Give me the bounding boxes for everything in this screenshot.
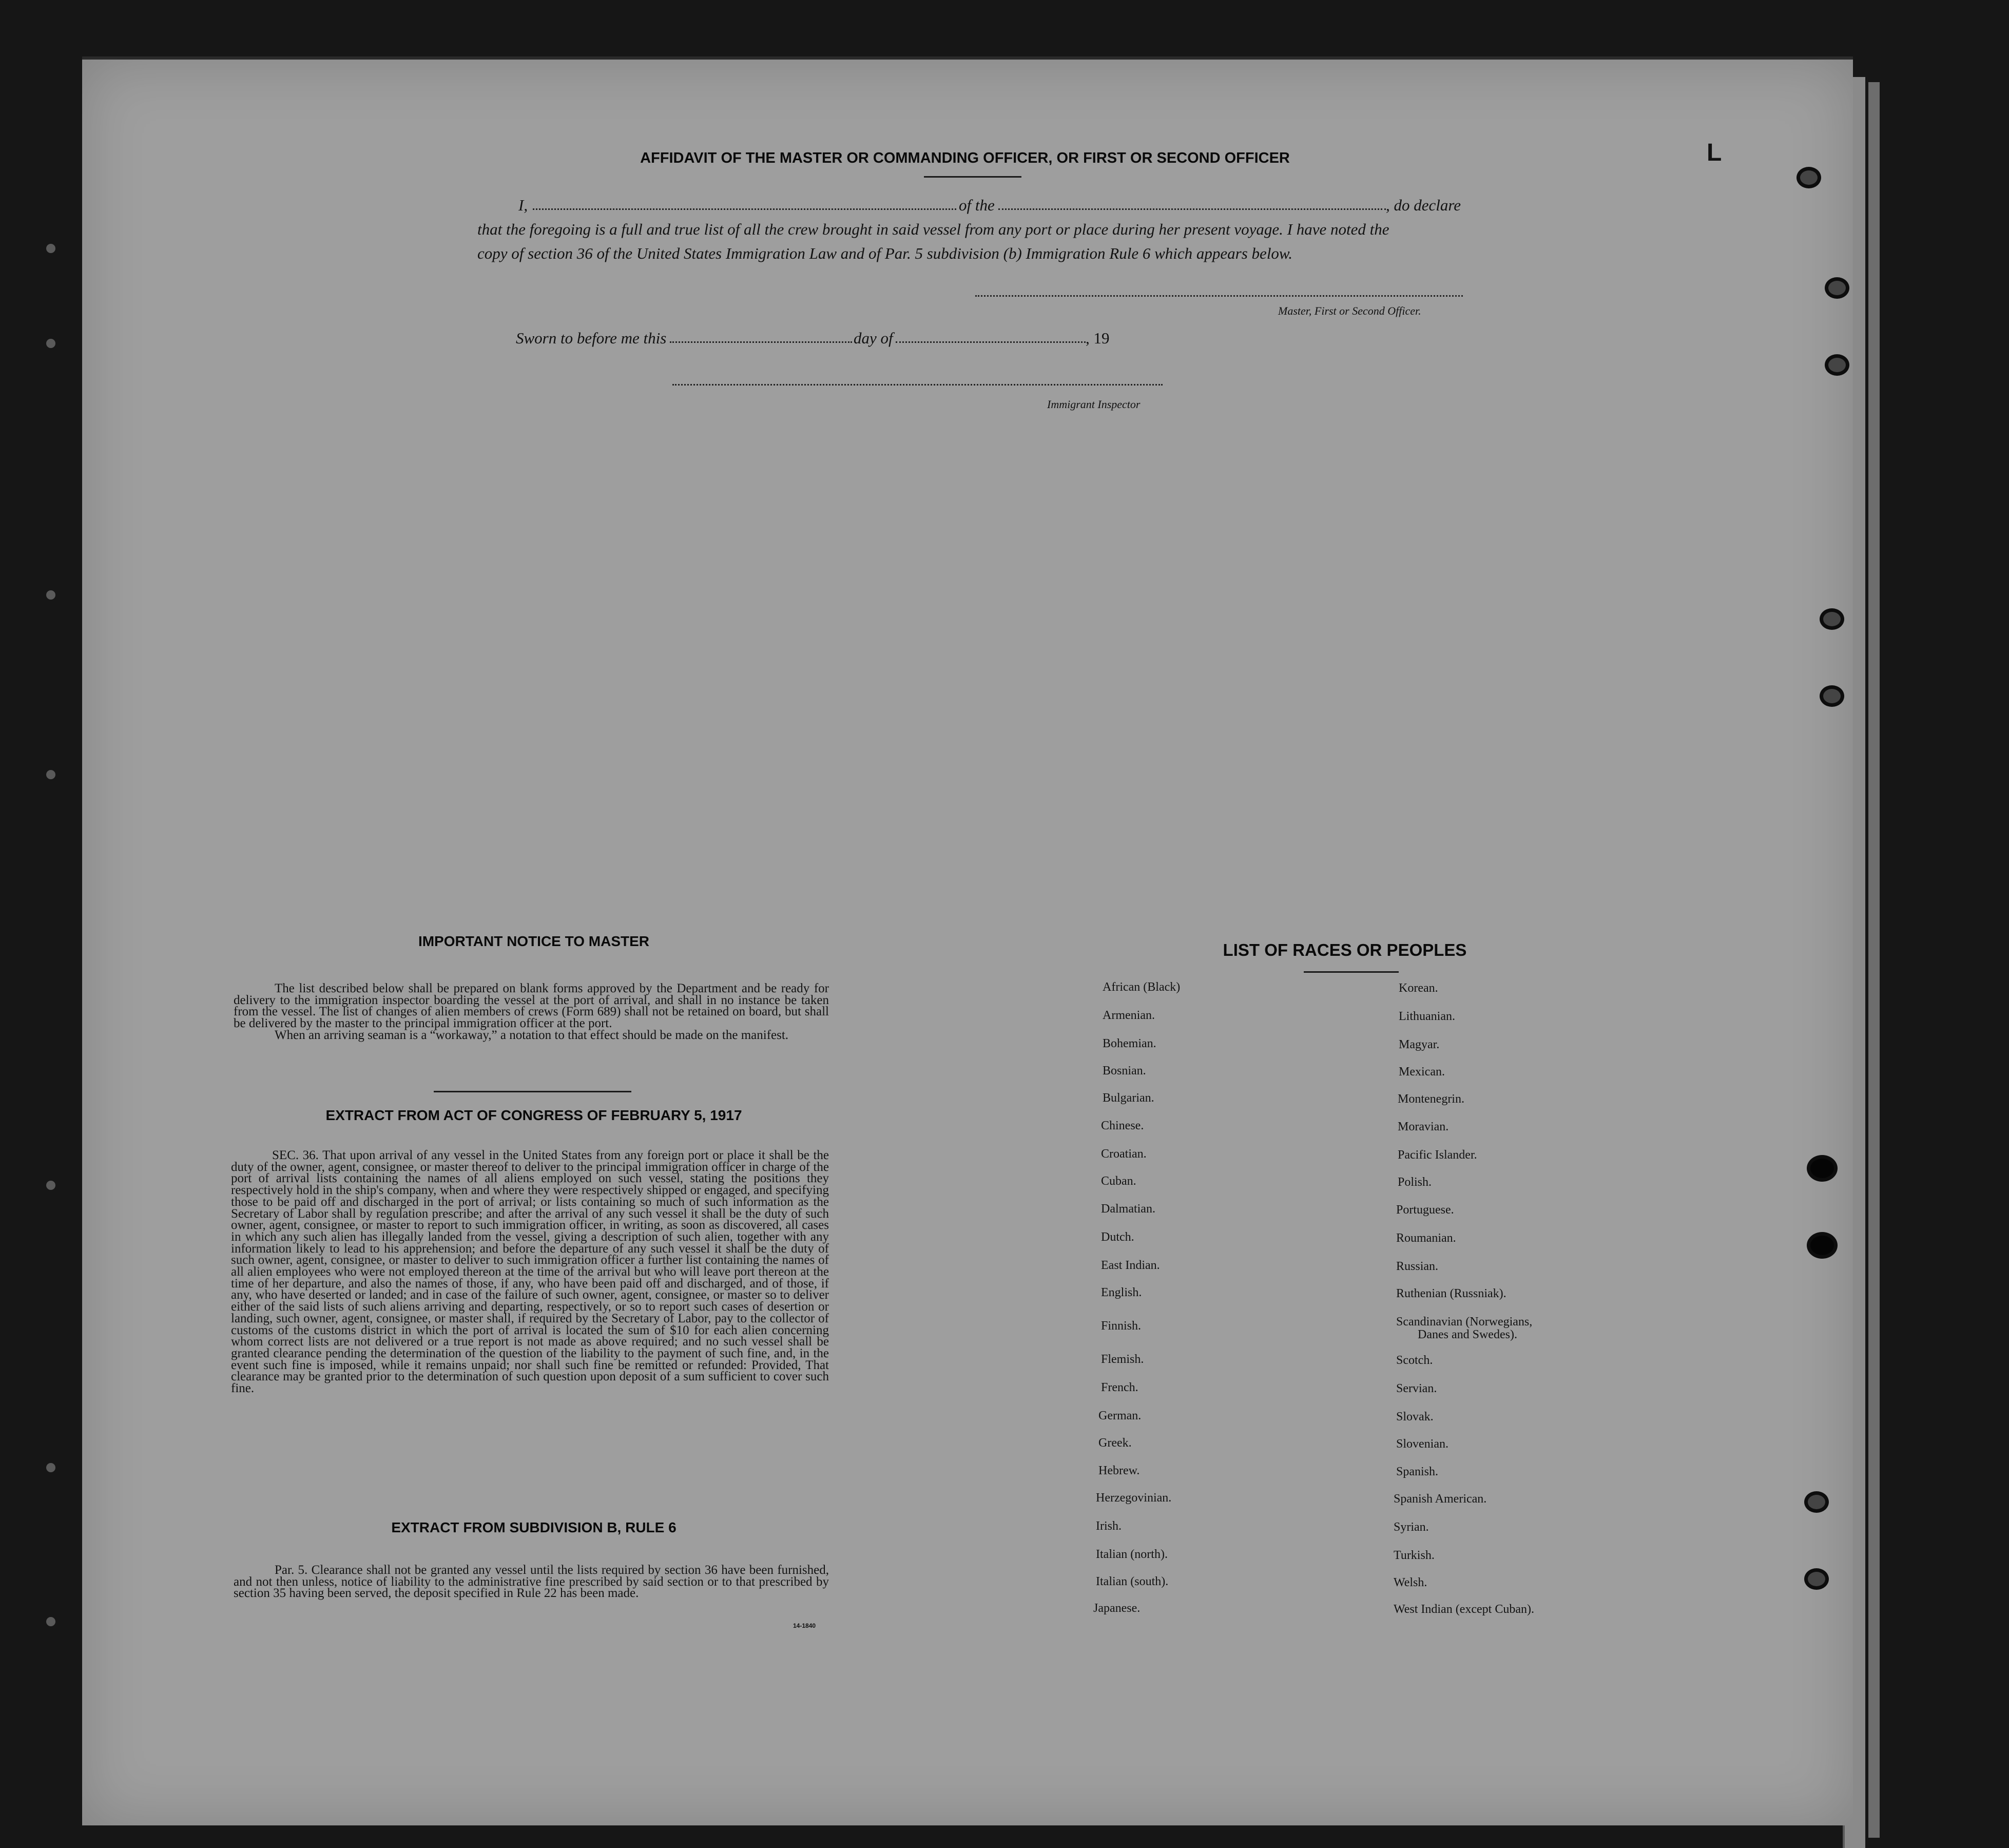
binder-dot [46, 1463, 55, 1472]
sworn-day-of: day of [854, 329, 893, 347]
rule-extract-text: Par. 5. Clearance shall not be granted any vessel until the lists required by section 36 have been furnished, and not then unless, notice of liability to the administrative fine prescribed by said section or to that prescribed by section 35 having been served, the deposit specified in Rule 22 has been made. [234, 1563, 829, 1601]
race-item: Bulgarian. [1103, 1091, 1154, 1105]
punch-hole [1820, 685, 1844, 707]
master-signature-line[interactable] [975, 295, 1463, 297]
race-item: Montenegrin. [1398, 1092, 1464, 1106]
punch-hole [1825, 277, 1849, 299]
race-item: Servian. [1396, 1382, 1437, 1395]
punch-hole [1807, 1155, 1838, 1182]
race-item: Spanish American. [1394, 1492, 1487, 1506]
race-item: Roumanian. [1396, 1231, 1456, 1245]
act-extract-title: EXTRACT FROM ACT OF CONGRESS OF FEBRUARY 5, 1917 [325, 1107, 742, 1123]
sworn-month-field[interactable] [896, 341, 1086, 343]
race-item: Finnish. [1101, 1319, 1142, 1333]
sworn-year: , 19 [1086, 329, 1110, 347]
affidavit-i: I, [518, 196, 528, 214]
race-item: Japanese. [1093, 1602, 1141, 1615]
title-rule [924, 176, 1021, 178]
notice-title: IMPORTANT NOTICE TO MASTER [418, 933, 650, 949]
race-item: Armenian. [1103, 1009, 1155, 1022]
sworn-text: Sworn to before me this [516, 329, 667, 347]
master-name-field[interactable] [533, 208, 956, 210]
race-item: German. [1098, 1409, 1142, 1422]
form-number: 14-1840 [793, 1622, 816, 1629]
race-item: East Indian. [1101, 1259, 1160, 1272]
race-item: French. [1101, 1381, 1138, 1394]
race-item: Italian (south). [1096, 1575, 1169, 1588]
races-rule [1304, 971, 1399, 973]
binder-dot [46, 1617, 55, 1626]
notice-rule [434, 1091, 631, 1092]
binder-dot [46, 590, 55, 600]
binder-dot [46, 1181, 55, 1190]
race-item: Moravian. [1398, 1120, 1449, 1133]
race-item: Italian (north). [1096, 1548, 1168, 1561]
race-item: Bohemian. [1103, 1037, 1156, 1050]
race-item: Danes and Swedes). [1418, 1328, 1517, 1341]
race-item: Greek. [1098, 1436, 1132, 1450]
punch-hole [1820, 608, 1844, 630]
vessel-name-field[interactable] [998, 208, 1386, 210]
race-item: Magyar. [1399, 1038, 1440, 1051]
inspector-label: Immigrant Inspector [1047, 398, 1141, 411]
binder-dot [46, 244, 55, 253]
race-item: West Indian (except Cuban). [1394, 1603, 1534, 1616]
margin-mark: L [1707, 139, 1722, 166]
sworn-day-field[interactable] [670, 341, 852, 343]
race-item: Turkish. [1394, 1549, 1435, 1562]
notice-paragraph-2: When an arriving seaman is a “workaway,” a notation to that effect should be made on the manifest. [275, 1028, 789, 1042]
punch-hole [1804, 1491, 1829, 1513]
rule-extract-title: EXTRACT FROM SUBDIVISION B, RULE 6 [391, 1519, 677, 1535]
notice-paragraph-1: The list described below shall be prepared on blank forms approved by the Department and be ready for delivery to the immigration inspector boarding the vessel at the port of arrival, and shall in no instance be taken from the vessel. The list of changes of alien members of crews (Form 689) shall not be retained on board, but shall be delivered by the master to the principal immigration officer at the port. [234, 981, 829, 1031]
race-item: Dutch. [1101, 1230, 1134, 1244]
race-item: African (Black) [1103, 980, 1181, 994]
race-item: Lithuanian. [1399, 1010, 1455, 1023]
act-extract-text: SEC. 36. That upon arrival of any vessel in the United States from any foreign port or place it shall be the duty of the owner, agent, consignee, or master thereof to deliver to the principal immigration officer in charge of the port of arrival lists containing the names of all aliens employed on such vessel, stating the positions they respectively hold in the ship's company, when and where they were respectively shipped or engaged, and specifying those to be paid off and discharged in the port of arrival; or lists containing so much of such information as the Secretary of Labor shall by regulation prescribe; and after the arrival of any such vessel it shall be the duty of such owner, agent, consignee, or master to report to such immigration officer, in writing, as soon as discovered, all cases in which any such alien has illegally landed from the vessel, giving a description of such alien, together with any information likely to lead to his apprehension; and before the departure of any such vessel it shall be the duty of such owner, agent, consignee, or master to deliver to such immigration officer a further list containing the names of all alien employees who were not employed thereon at the time of the arrival but who will leave port thereon at the time of her departure, and also the names of those, if any, who have been paid off and discharged, and of those, if any, who have deserted or landed; and in case of the failure of such owner, agent, consignee, or master so to deliver either of the said lists of such aliens arriving and departing, respectively, or so to report such cases of desertion or landing, such owner, agent, consignee, or master shall, if required by the Secretary of Labor, pay to the collector of customs of the customs district in which the port of arrival is located the sum of $10 for each alien concerning whom correct lists are not delivered or a true report is not made as above required; and no such vessel shall be granted clearance pending the determination of the question of the liability to the payment of such fine, and, in the event such fine is imposed, while it remains unpaid; nor shall such fine be remitted or refunded: Provided, That clearance may be granted prior to the determination of such question upon deposit of a sum sufficient to cover such fine. [231, 1148, 829, 1396]
race-item: Hebrew. [1098, 1464, 1140, 1477]
notice-text [234, 983, 829, 1042]
affidavit-declare: , do declare [1386, 196, 1461, 214]
race-item: Polish. [1398, 1176, 1432, 1189]
affidavit-line-3: copy of section 36 of the United States Immigration Law and of Par. 5 subdivision (b) Immigration Rule 6 which appears below. [477, 244, 1293, 262]
page-edge-strip-inner [1868, 82, 1880, 1838]
race-item: Slovenian. [1396, 1437, 1448, 1451]
race-item: English. [1101, 1286, 1142, 1299]
master-signature-label: Master, First or Second Officer. [1278, 304, 1421, 317]
binder-dot [46, 339, 55, 348]
race-item: Mexican. [1399, 1065, 1445, 1079]
race-item: Slovak. [1396, 1410, 1434, 1423]
race-item: Spanish. [1396, 1465, 1439, 1478]
race-item: Scandinavian (Norwegians, [1396, 1315, 1533, 1329]
race-item: Scotch. [1396, 1354, 1433, 1367]
race-item: Korean. [1399, 981, 1438, 995]
races-title: LIST OF RACES OR PEOPLES [1223, 940, 1467, 959]
race-item: Ruthenian (Russniak). [1396, 1287, 1506, 1300]
punch-hole [1807, 1232, 1838, 1259]
affidavit-of-the: of the [959, 196, 995, 214]
inspector-signature-line[interactable] [672, 384, 1163, 386]
race-item: Croatian. [1101, 1147, 1147, 1161]
race-item: Pacific Islander. [1398, 1148, 1477, 1162]
binder-dot [46, 770, 55, 779]
affidavit-title: AFFIDAVIT OF THE MASTER OR COMMANDING OFFICER, OR FIRST OR SECOND OFFICER [640, 150, 1290, 166]
race-item: Bosnian. [1103, 1064, 1146, 1077]
punch-hole [1796, 167, 1821, 188]
race-item: Cuban. [1101, 1175, 1136, 1188]
affidavit-line-2: that the foregoing is a full and true list of all the crew brought in said vessel from any port or place during her present voyage. I have noted the [477, 220, 1389, 238]
race-item: Chinese. [1101, 1119, 1144, 1132]
race-item: Herzegovinian. [1096, 1491, 1172, 1505]
race-item: Portuguese. [1396, 1203, 1454, 1217]
punch-hole [1825, 354, 1849, 376]
race-item: Flemish. [1101, 1353, 1144, 1366]
punch-hole [1804, 1568, 1829, 1590]
race-item: Russian. [1396, 1260, 1439, 1273]
race-item: Dalmatian. [1101, 1202, 1155, 1216]
race-item: Welsh. [1394, 1576, 1427, 1589]
race-item: Syrian. [1394, 1520, 1429, 1534]
race-item: Irish. [1096, 1519, 1122, 1533]
